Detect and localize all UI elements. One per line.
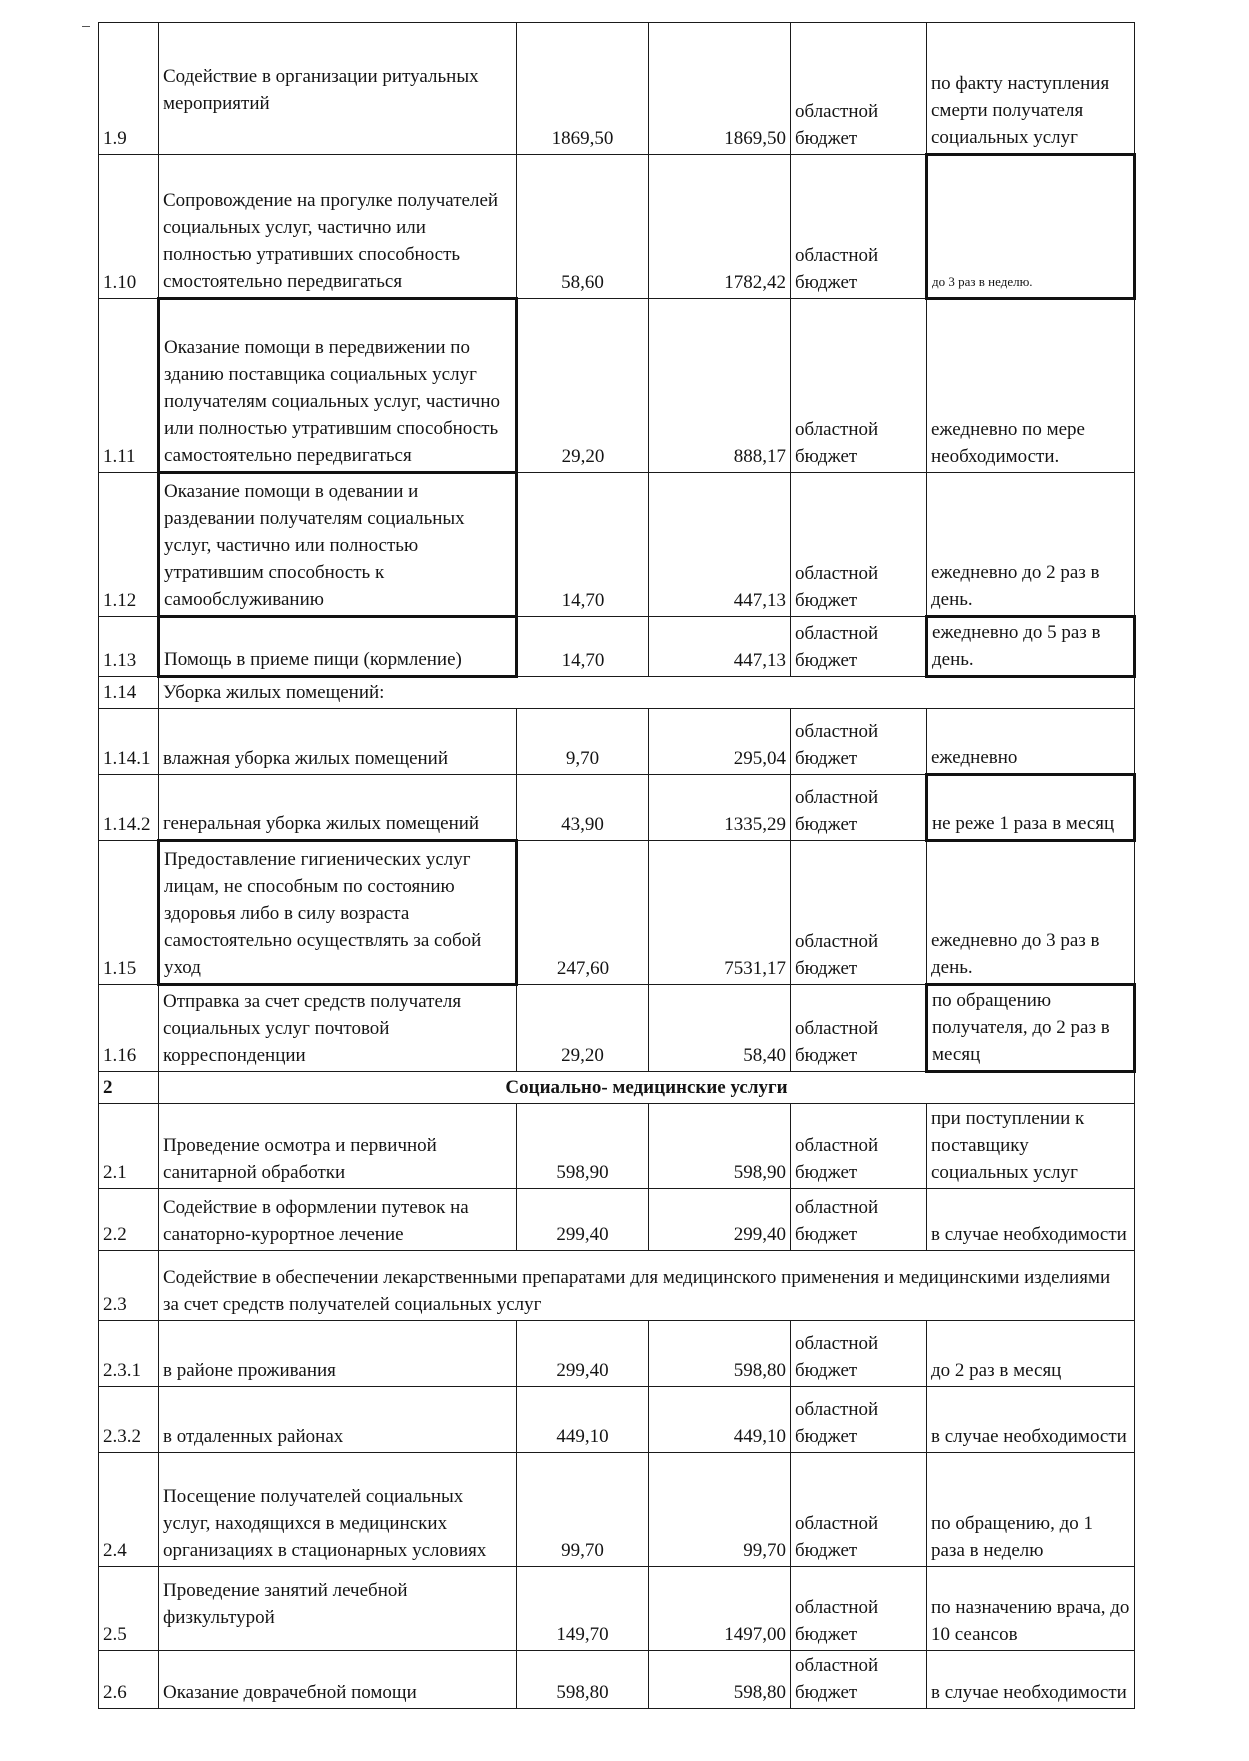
cost-value: 1869,50 [649, 23, 791, 155]
tariff-value: 449,10 [517, 1387, 649, 1453]
frequency: по назначению врача, до 10 сеансов [927, 1567, 1135, 1651]
row-number: 1.12 [99, 473, 159, 617]
scan-mark [82, 26, 90, 27]
budget-source: областной бюджет [791, 1387, 927, 1453]
service-name: Сопровождение на прогулке получателей социальных услуг, частично или полностью утративших способность смостоятельно передвигаться [159, 155, 517, 299]
table-row [99, 1251, 1135, 1321]
tariff-value: 43,90 [517, 775, 649, 841]
cost-value: 295,04 [649, 709, 791, 775]
budget-source: областной бюджет [791, 1104, 927, 1189]
tariff-value: 9,70 [517, 709, 649, 775]
section-row [99, 1072, 1135, 1104]
frequency: ежедневно до 2 раз в день. [927, 473, 1135, 617]
tariff-value: 598,80 [517, 1651, 649, 1709]
budget-source: областной бюджет [791, 1321, 927, 1387]
cost-value: 58,40 [649, 985, 791, 1072]
service-name: в районе проживания [159, 1321, 517, 1387]
row-number: 1.14.1 [99, 709, 159, 775]
service-name: Помощь в приеме пищи (кормление) [159, 617, 517, 677]
table-row [99, 155, 1135, 299]
table-row [99, 1104, 1135, 1189]
frequency: в случае необходимости [927, 1651, 1135, 1709]
row-number: 1.14 [99, 677, 159, 709]
table-row [99, 1651, 1135, 1709]
service-group-name: Содействие в обеспечении лекарственными препаратами для медицинского применения и медицинскими изделиями за счет средств получателей социальных услуг [159, 1251, 1135, 1321]
section-number: 2 [99, 1072, 159, 1104]
budget-source: областной бюджет [791, 299, 927, 473]
tariff-value: 99,70 [517, 1453, 649, 1567]
service-name: Предоставление гигиенических услуг лицам, не способным по состоянию здоровья либо в силу возраста самостоятельно осуществлять за собой уход [159, 841, 517, 985]
cost-value: 7531,17 [649, 841, 791, 985]
cost-value: 449,10 [649, 1387, 791, 1453]
tariff-value: 1869,50 [517, 23, 649, 155]
frequency: до 3 раз в неделю. [927, 155, 1135, 299]
row-number: 2.3.2 [99, 1387, 159, 1453]
frequency: в случае необходимости [927, 1387, 1135, 1453]
frequency: в случае необходимости [927, 1189, 1135, 1251]
table-row [99, 985, 1135, 1072]
budget-source: областной бюджет [791, 841, 927, 985]
frequency: до 2 раз в месяц [927, 1321, 1135, 1387]
frequency: ежедневно до 5 раз в день. [927, 617, 1135, 677]
table-row [99, 23, 1135, 155]
table-row [99, 617, 1135, 677]
table-row [99, 1387, 1135, 1453]
row-number: 2.4 [99, 1453, 159, 1567]
tariff-value: 598,90 [517, 1104, 649, 1189]
budget-source: областной бюджет [791, 1453, 927, 1567]
table-row [99, 677, 1135, 709]
budget-source: областной бюджет [791, 985, 927, 1072]
table-row [99, 1189, 1135, 1251]
service-name: Отправка за счет средств получателя социальных услуг почтовой корреспонденции [159, 985, 517, 1072]
budget-source: областной бюджет [791, 709, 927, 775]
row-number: 1.14.2 [99, 775, 159, 841]
service-name: в отдаленных районах [159, 1387, 517, 1453]
row-number: 2.6 [99, 1651, 159, 1709]
service-name: Проведение осмотра и первичной санитарной обработки [159, 1104, 517, 1189]
frequency: по обращению получателя, до 2 раз в месяц [927, 985, 1135, 1072]
cost-value: 447,13 [649, 617, 791, 677]
cost-value: 598,90 [649, 1104, 791, 1189]
tariff-value: 29,20 [517, 985, 649, 1072]
budget-source: областной бюджет [791, 1567, 927, 1651]
row-number: 2.5 [99, 1567, 159, 1651]
service-name: Оказание помощи в передвижении по зданию поставщика социальных услуг получателям социальных услуг, частично или полностью утратившим способность самостоятельно передвигаться [159, 299, 517, 473]
service-name: влажная уборка жилых помещений [159, 709, 517, 775]
services-table [98, 22, 1136, 1709]
table-row [99, 709, 1135, 775]
tariff-value: 14,70 [517, 617, 649, 677]
row-number: 1.15 [99, 841, 159, 985]
tariff-value: 299,40 [517, 1321, 649, 1387]
budget-source: областной бюджет [791, 155, 927, 299]
row-number: 1.11 [99, 299, 159, 473]
cost-value: 447,13 [649, 473, 791, 617]
service-group-name: Уборка жилых помещений: [159, 677, 1135, 709]
table-row [99, 841, 1135, 985]
service-name: Оказание доврачебной помощи [159, 1651, 517, 1709]
cost-value: 1335,29 [649, 775, 791, 841]
budget-source: областной бюджет [791, 1189, 927, 1251]
table-row [99, 473, 1135, 617]
table-row [99, 1453, 1135, 1567]
service-name: Оказание помощи в одевании и раздевании получателям социальных услуг, частично или полностью утратившим способность к самообслуживанию [159, 473, 517, 617]
cost-value: 1497,00 [649, 1567, 791, 1651]
row-number: 1.10 [99, 155, 159, 299]
budget-source: областной бюджет [791, 23, 927, 155]
row-number: 2.1 [99, 1104, 159, 1189]
service-name: Проведение занятий лечебной физкультурой [159, 1567, 517, 1651]
budget-source: областной бюджет [791, 473, 927, 617]
cost-value: 598,80 [649, 1321, 791, 1387]
tariff-value: 247,60 [517, 841, 649, 985]
tariff-value: 149,70 [517, 1567, 649, 1651]
service-name: Посещение получателей социальных услуг, находящихся в медицинских организациях в стационарных условиях [159, 1453, 517, 1567]
table-row [99, 1321, 1135, 1387]
tariff-value: 299,40 [517, 1189, 649, 1251]
row-number: 1.13 [99, 617, 159, 677]
row-number: 2.3 [99, 1251, 159, 1321]
cost-value: 598,80 [649, 1651, 791, 1709]
row-number: 2.3.1 [99, 1321, 159, 1387]
frequency: ежедневно по мере необходимости. [927, 299, 1135, 473]
row-number: 1.16 [99, 985, 159, 1072]
tariff-value: 58,60 [517, 155, 649, 299]
frequency: ежедневно до 3 раз в день. [927, 841, 1135, 985]
service-name: Содействие в организации ритуальных мероприятий [159, 23, 517, 155]
frequency: не реже 1 раза в месяц [927, 775, 1135, 841]
row-number: 2.2 [99, 1189, 159, 1251]
cost-value: 888,17 [649, 299, 791, 473]
budget-source: областной бюджет [791, 1651, 927, 1709]
table-row [99, 775, 1135, 841]
table-row [99, 1567, 1135, 1651]
row-number: 1.9 [99, 23, 159, 155]
service-name: генеральная уборка жилых помещений [159, 775, 517, 841]
section-title: Социально- медицинские услуги [159, 1072, 1135, 1104]
frequency: по обращению, до 1 раза в неделю [927, 1453, 1135, 1567]
tariff-value: 14,70 [517, 473, 649, 617]
frequency: при поступлении к поставщику социальных услуг [927, 1104, 1135, 1189]
cost-value: 99,70 [649, 1453, 791, 1567]
budget-source: областной бюджет [791, 775, 927, 841]
table-row [99, 299, 1135, 473]
tariff-value: 29,20 [517, 299, 649, 473]
cost-value: 299,40 [649, 1189, 791, 1251]
frequency: ежедневно [927, 709, 1135, 775]
budget-source: областной бюджет [791, 617, 927, 677]
cost-value: 1782,42 [649, 155, 791, 299]
frequency: по факту наступления смерти получателя социальных услуг [927, 23, 1135, 155]
service-name: Содействие в оформлении путевок на санаторно-курортное лечение [159, 1189, 517, 1251]
